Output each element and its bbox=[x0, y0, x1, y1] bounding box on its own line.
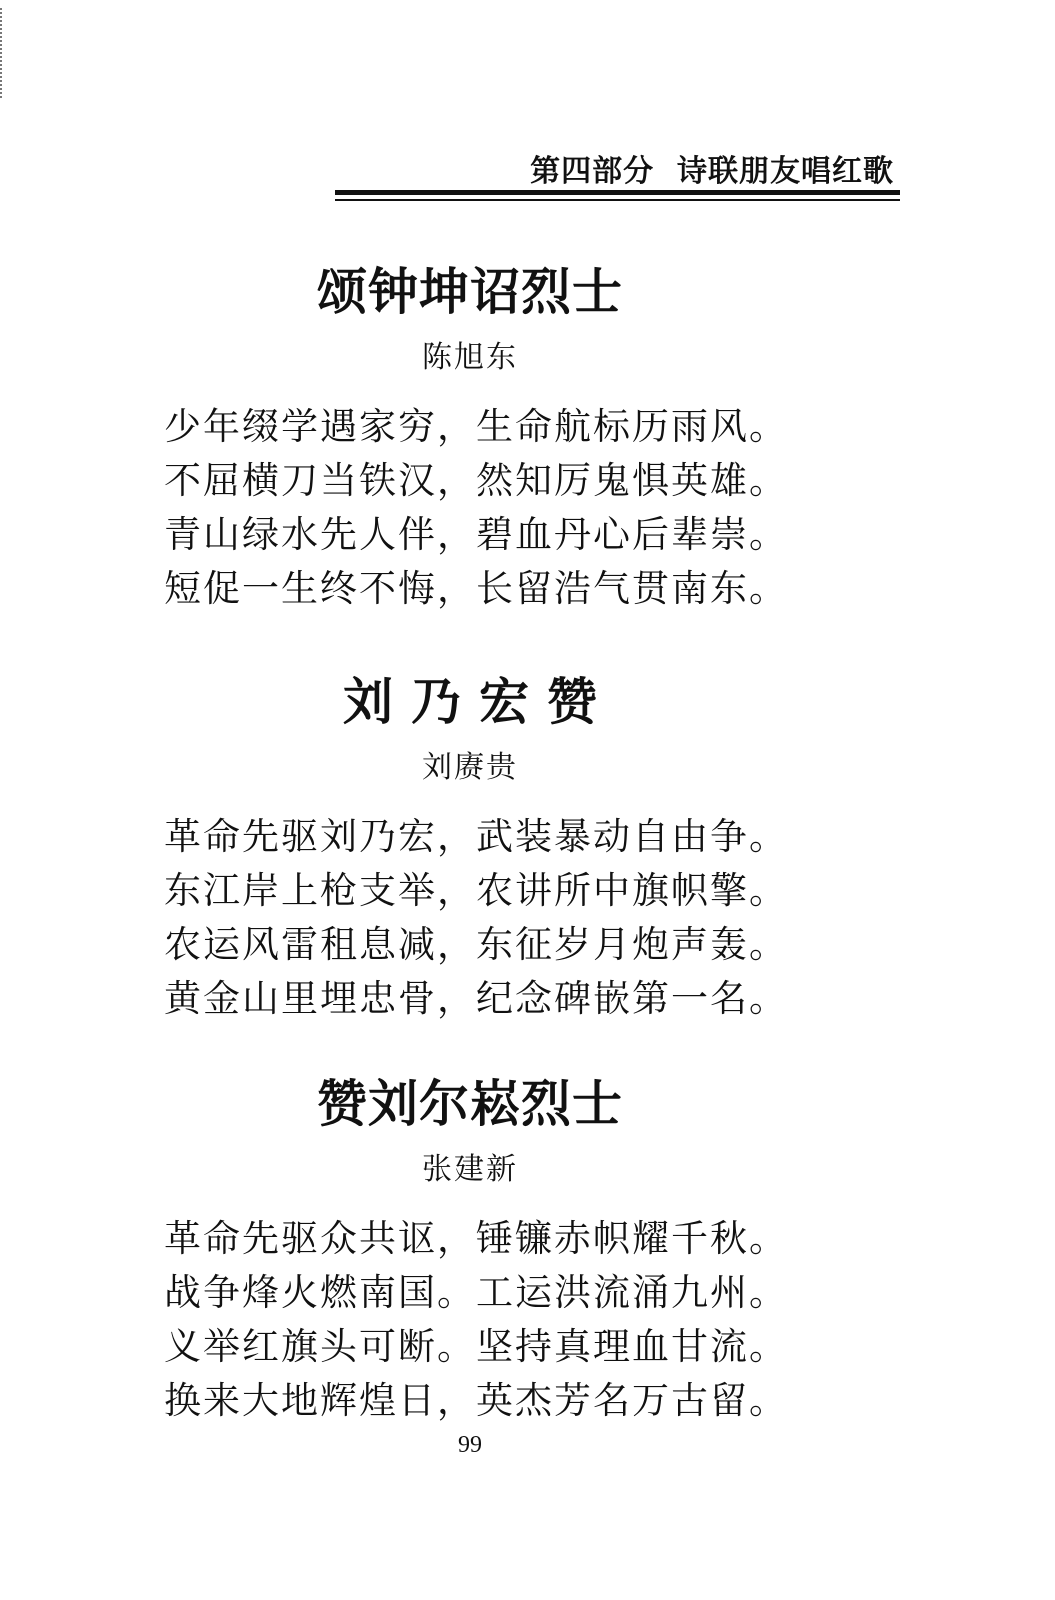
poem-line: 青山绿水先人伴，碧血丹心后辈崇。 bbox=[164, 513, 788, 556]
header-rule-thick bbox=[335, 190, 900, 195]
poem-line: 黄金山里埋忠骨，纪念碑嵌第一名。 bbox=[164, 977, 788, 1020]
poem-body bbox=[150, 810, 790, 1026]
page-number: 99 bbox=[458, 1432, 482, 1458]
poem-line: 农运风雷租息减，东征岁月炮声轰。 bbox=[164, 923, 788, 966]
poem-title: 颂钟坤诏烈士 bbox=[317, 263, 623, 321]
poem-1 bbox=[150, 262, 790, 616]
poem-line: 少年缀学遇家穷，生命航标历雨风。 bbox=[164, 405, 788, 448]
poem-body bbox=[150, 1212, 790, 1428]
poem-line: 战争烽火燃南国。工运洪流涌九州。 bbox=[164, 1271, 788, 1314]
poem-author: 刘赓贵 bbox=[422, 750, 518, 785]
poem-line: 不屈横刀当铁汉，然知厉鬼惧英雄。 bbox=[164, 459, 788, 502]
poem-author: 张建新 bbox=[422, 1152, 518, 1187]
running-header bbox=[335, 140, 900, 210]
poem-line: 短促一生终不悔，长留浩气贯南东。 bbox=[164, 567, 788, 610]
poem-title: 赞刘尔崧烈士 bbox=[317, 1075, 623, 1133]
poem-2 bbox=[150, 672, 790, 1026]
page-edge-mark bbox=[0, 8, 5, 98]
poem-author: 陈旭东 bbox=[422, 340, 518, 375]
poem-line: 换来大地辉煌日，英杰芳名万古留。 bbox=[164, 1379, 788, 1422]
header-rule-thin bbox=[335, 199, 900, 201]
poem-line: 义举红旗头可断。坚持真理血甘流。 bbox=[164, 1325, 788, 1368]
poem-line: 革命先驱众共讴，锤镰赤帜耀千秋。 bbox=[164, 1217, 788, 1260]
poem-line: 革命先驱刘乃宏，武装暴动自由争。 bbox=[164, 815, 788, 858]
poem-body bbox=[150, 400, 790, 616]
section-title: 第四部分 诗联朋友唱红歌 bbox=[530, 154, 894, 189]
poem-line: 东江岸上枪支举，农讲所中旗帜擎。 bbox=[164, 869, 788, 912]
poem-3 bbox=[150, 1074, 790, 1428]
poem-title: 刘乃宏赞 bbox=[343, 673, 615, 731]
